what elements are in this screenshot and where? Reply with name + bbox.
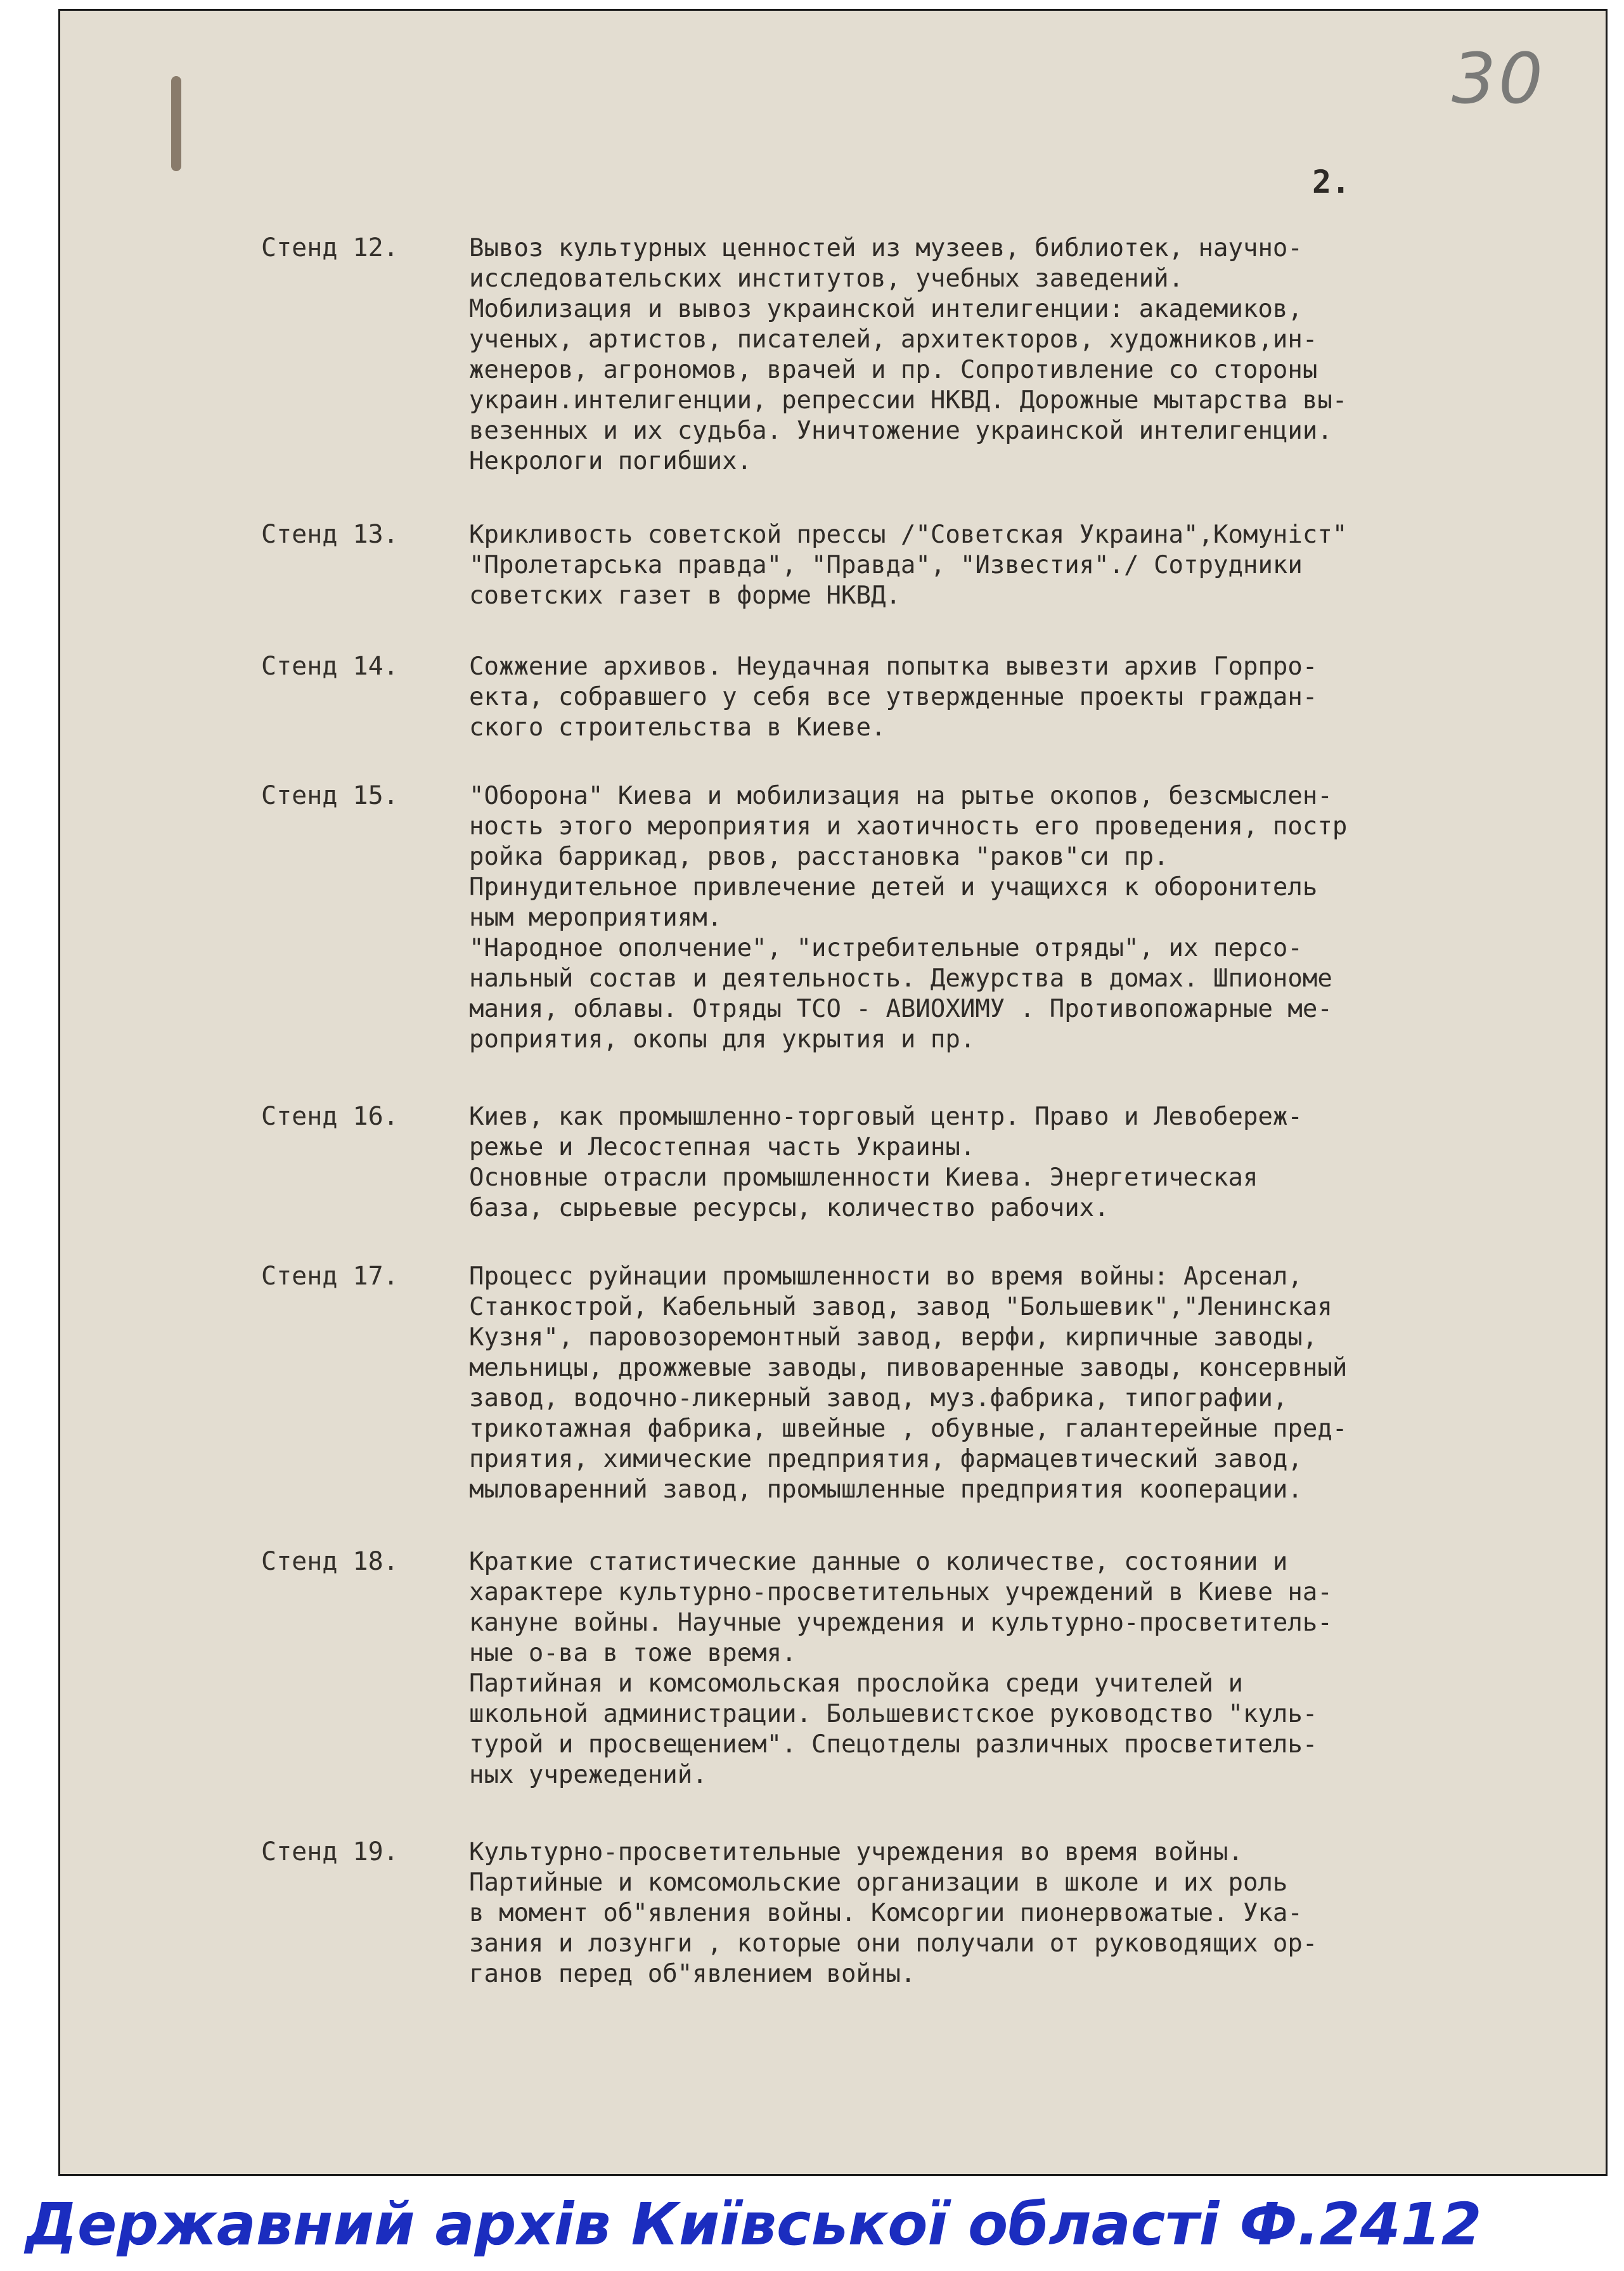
stand-label: Стенд 13.: [261, 520, 399, 549]
stand-text: "Оборона" Киева и мобилизация на рытье окопов, безсмыслен- ность этого мероприятия и хаотичность его проведения, постр ройка баррикад, рвов, расстановка "раков"си пр. Принудительное привлечение детей и учащихся к оборонитель ным мероприятиям. "Народное ополчение", "истребительные отряды", их персо- нальный состав и деятельность. Дежурства в домах. Шпиономе мания, облавы. Отряды ТСО - АВИОХИМУ . Противопожарные ме- роприятия, окопы для укрытия и пр.: [469, 782, 1348, 1054]
stand-label: Стенд 15.: [261, 781, 399, 810]
stand-text: Вывоз культурных ценностей из музеев, библиотек, научно- исследовательских институтов, учебных заведений. Мобилизация и вывоз украинской интелигенции: академиков, ученых, артистов, писателей, архитекторов, художников,ин- женеров, агрономов, врачей и пр. Сопротивление со стороны украин.интелигенции, репрессии НКВД. Дорожные мытарства вы- везенных и их судьба. Уничтожение украинской интелигенции. Некрологи погибших.: [469, 234, 1348, 476]
stand-label: Стенд 16.: [261, 1102, 399, 1131]
stand-text: Сожжение архивов. Неудачная попытка вывезти архив Горпро- екта, собравшего у себя все утвержденные проекты граждан- ского строительства в Киеве.: [469, 652, 1318, 742]
stand-text: Процесс руйнации промышленности во время войны: Арсенал, Станкострой, Кабельный завод, завод "Большевик","Ленинская Кузня", паровозоремонтный завод, верфи, кирпичные заводы, мельницы, дрожжевые заводы, пивоваренные заводы, консервный завод, водочно-ликерный завод, муз.фабрика, типографии, трикотажная фабрика, швейные , обувные, галантерейные пред- приятия, химические предприятия, фармацевтический завод, мыловаренний завод, промышленные предприятия кооперации.: [469, 1262, 1348, 1504]
stand-text: Культурно-просветительные учреждения во время войны. Партийные и комсомольские организации в школе и их роль в момент об"явления войны. Комсоргии пионервожатые. Ука- зания и лозунги , которые они получали от руководящих ор- ганов перед об"явлением войны.: [469, 1838, 1318, 1988]
stand-label: Стенд 18.: [261, 1547, 399, 1576]
folio-number: 30: [1452, 38, 1545, 119]
stand-label: Стенд 19.: [261, 1837, 399, 1867]
stand-text: Киев, как промышленно-торговый центр. Право и Левобереж- режье и Лесостепная часть Украины. Основные отрасли промышленности Киева. Энергетическая база, сырьевые ресурсы, количество рабочих.: [469, 1103, 1303, 1222]
page-number: 2.: [1312, 164, 1351, 200]
binding-mark: [171, 76, 181, 171]
stand-label: Стенд 14.: [261, 652, 399, 681]
archive-caption: Державний архів Київської області Ф.2412: [25, 2190, 1482, 2258]
stand-text: Краткие статистические данные о количестве, состоянии и характере культурно-просветительных учреждений в Киеве на- кануне войны. Научные учреждения и культурно-просветитель- ные о-ва в тоже время. Партийная и комсомольская прослойка среди учителей и школьной администрации. Большевистское руководство "куль- турой и просвещением". Спецотделы различных просветитель- ных учрежедений.: [469, 1548, 1332, 1789]
stand-label: Стенд 17.: [261, 1262, 399, 1291]
stand-text: Крикливость советской прессы /"Советская Украина",Комуніст" "Пролетарська правда", "Правда", "Известия"./ Сотрудники советских газет в форме НКВД.: [469, 521, 1348, 610]
stand-label: Стенд 12.: [261, 233, 399, 262]
